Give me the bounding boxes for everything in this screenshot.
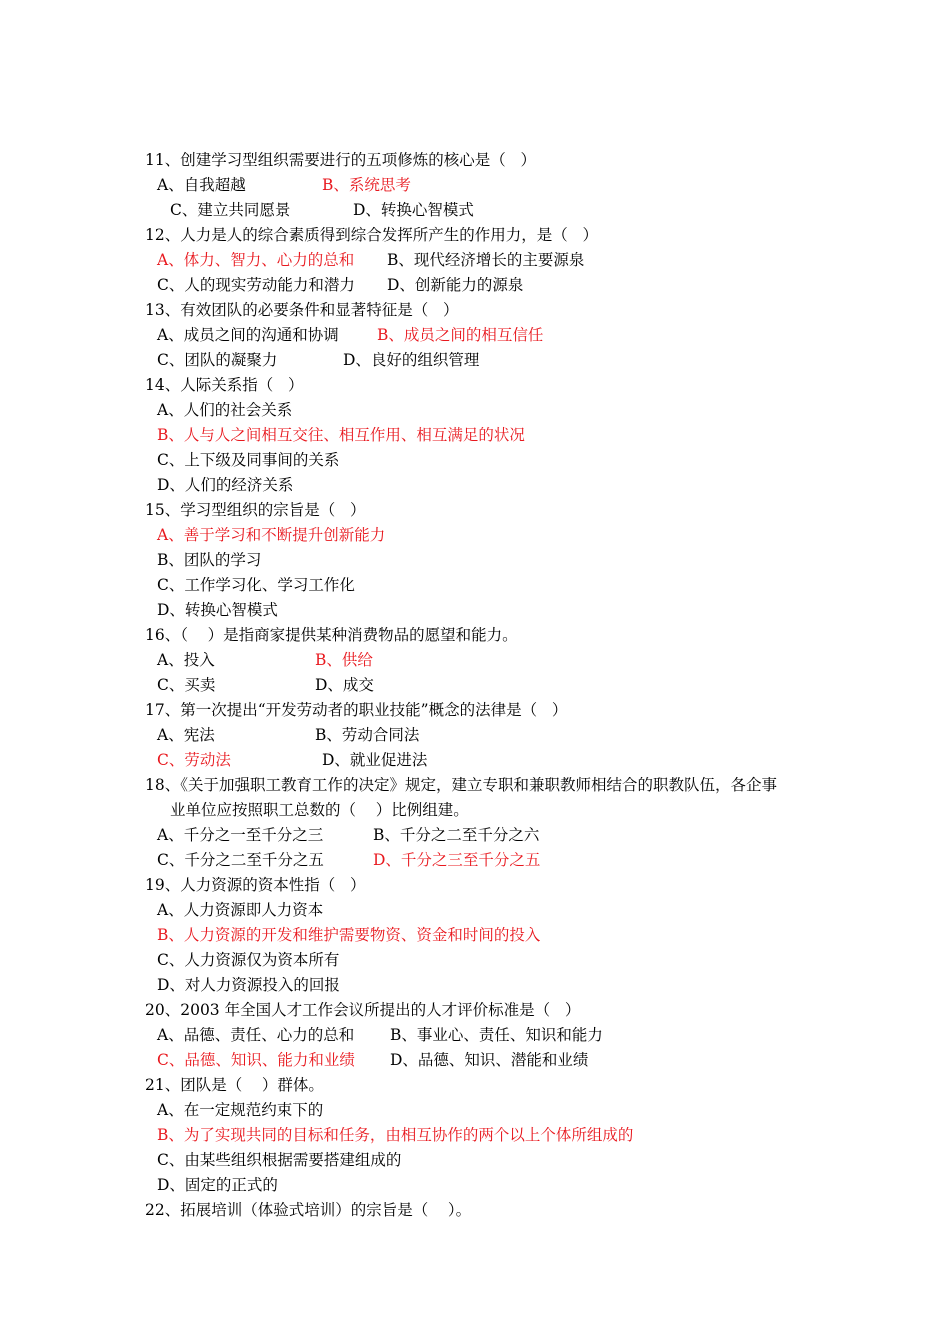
question-text-line: C、买卖 xyxy=(157,676,216,694)
answer-option-text: B、系统思考 xyxy=(322,176,411,194)
question-text-line: D、人们的经济关系 xyxy=(157,476,294,494)
question-text-line: 18、《关于加强职工教育工作的决定》规定，建立专职和兼职教师相结合的职教队伍，各企事 xyxy=(145,776,777,794)
answer-option-text: D、千分之三至千分之五 xyxy=(373,851,541,869)
question-text-line: C、工作学习化、学习工作化 xyxy=(157,576,355,594)
question-text-line: D、固定的正式的 xyxy=(157,1176,278,1194)
question-text-line: D、转换心智模式 xyxy=(157,601,278,619)
question-text-line: B、现代经济增长的主要源泉 xyxy=(387,251,585,269)
question-text-line: D、转换心智模式 xyxy=(353,201,474,219)
question-text-line: 19、人力资源的资本性指（ ） xyxy=(145,876,366,894)
question-text-line: 15、学习型组织的宗旨是（ ） xyxy=(145,501,366,519)
question-text-line: A、宪法 xyxy=(157,726,215,744)
question-text-line: C、人力资源仅为资本所有 xyxy=(157,951,340,969)
question-text-line: 14、人际关系指（ ） xyxy=(145,376,304,394)
answer-option-text: B、成员之间的相互信任 xyxy=(377,326,544,344)
question-text-line: C、千分之二至千分之五 xyxy=(157,851,324,869)
question-text-line: D、就业促进法 xyxy=(322,751,428,769)
question-text-line: D、创新能力的源泉 xyxy=(387,276,524,294)
answer-option-text: C、品德、知识、能力和业绩 xyxy=(157,1051,355,1069)
question-text-line: A、在一定规范约束下的 xyxy=(157,1101,324,1119)
question-text-line: 13、有效团队的必要条件和显著特征是（ ） xyxy=(145,301,459,319)
question-text-line: 11、创建学习型组织需要进行的五项修炼的核心是（ ） xyxy=(145,151,537,169)
answer-option-text: B、人与人之间相互交往、相互作用、相互满足的状况 xyxy=(157,426,525,444)
answer-option-text: B、人力资源的开发和维护需要物资、资金和时间的投入 xyxy=(157,926,541,944)
question-text-line: A、千分之一至千分之三 xyxy=(157,826,324,844)
question-text-line: 12、人力是人的综合素质得到综合发挥所产生的作用力，是（ ） xyxy=(145,226,599,244)
answer-option-text: B、为了实现共同的目标和任务，由相互协作的两个以上个体所组成的 xyxy=(157,1126,634,1144)
question-text-line: A、人力资源即人力资本 xyxy=(157,901,324,919)
question-text-line: A、投入 xyxy=(157,651,215,669)
question-text-line: A、自我超越 xyxy=(157,176,246,194)
question-text-line: 22、拓展培训（体验式培训）的宗旨是（ ）。 xyxy=(145,1201,472,1219)
question-text-line: 业单位应按照职工总数的（ ）比例组建。 xyxy=(170,801,469,819)
question-text-line: C、团队的凝聚力 xyxy=(157,351,278,369)
question-text-line: C、人的现实劳动能力和潜力 xyxy=(157,276,355,294)
question-text-line: C、建立共同愿景 xyxy=(170,201,291,219)
question-text-line: A、人们的社会关系 xyxy=(157,401,293,419)
question-text-line: D、品德、知识、潜能和业绩 xyxy=(390,1051,589,1069)
question-text-line: A、品德、责任、心力的总和 xyxy=(157,1026,355,1044)
question-text-line: C、由某些组织根据需要搭建组成的 xyxy=(157,1151,402,1169)
question-text-line: 17、第一次提出“开发劳动者的职业技能”概念的法律是（ ） xyxy=(145,701,568,719)
question-text-line: B、劳动合同法 xyxy=(315,726,420,744)
answer-option-text: B、供给 xyxy=(315,651,373,669)
question-text-line: D、良好的组织管理 xyxy=(343,351,480,369)
question-text-line: 20、2003 年全国人才工作会议所提出的人才评价标准是（ ） xyxy=(145,1001,581,1019)
question-text-line: D、成交 xyxy=(315,676,374,694)
question-text-line: 21、团队是（ ）群体。 xyxy=(145,1076,324,1094)
question-text-line: A、成员之间的沟通和协调 xyxy=(157,326,339,344)
answer-option-text: A、体力、智力、心力的总和 xyxy=(157,251,355,269)
question-text-line: C、上下级及同事间的关系 xyxy=(157,451,340,469)
question-text-line: B、千分之二至千分之六 xyxy=(373,826,540,844)
answer-option-text: C、劳动法 xyxy=(157,751,231,769)
answer-option-text: A、善于学习和不断提升创新能力 xyxy=(157,526,386,544)
question-text-line: 16、（ ）是指商家提供某种消费物品的愿望和能力。 xyxy=(145,626,518,644)
question-text-line: B、事业心、责任、知识和能力 xyxy=(390,1026,603,1044)
question-text-line: B、团队的学习 xyxy=(157,551,262,569)
question-text-line: D、对人力资源投入的回报 xyxy=(157,976,340,994)
